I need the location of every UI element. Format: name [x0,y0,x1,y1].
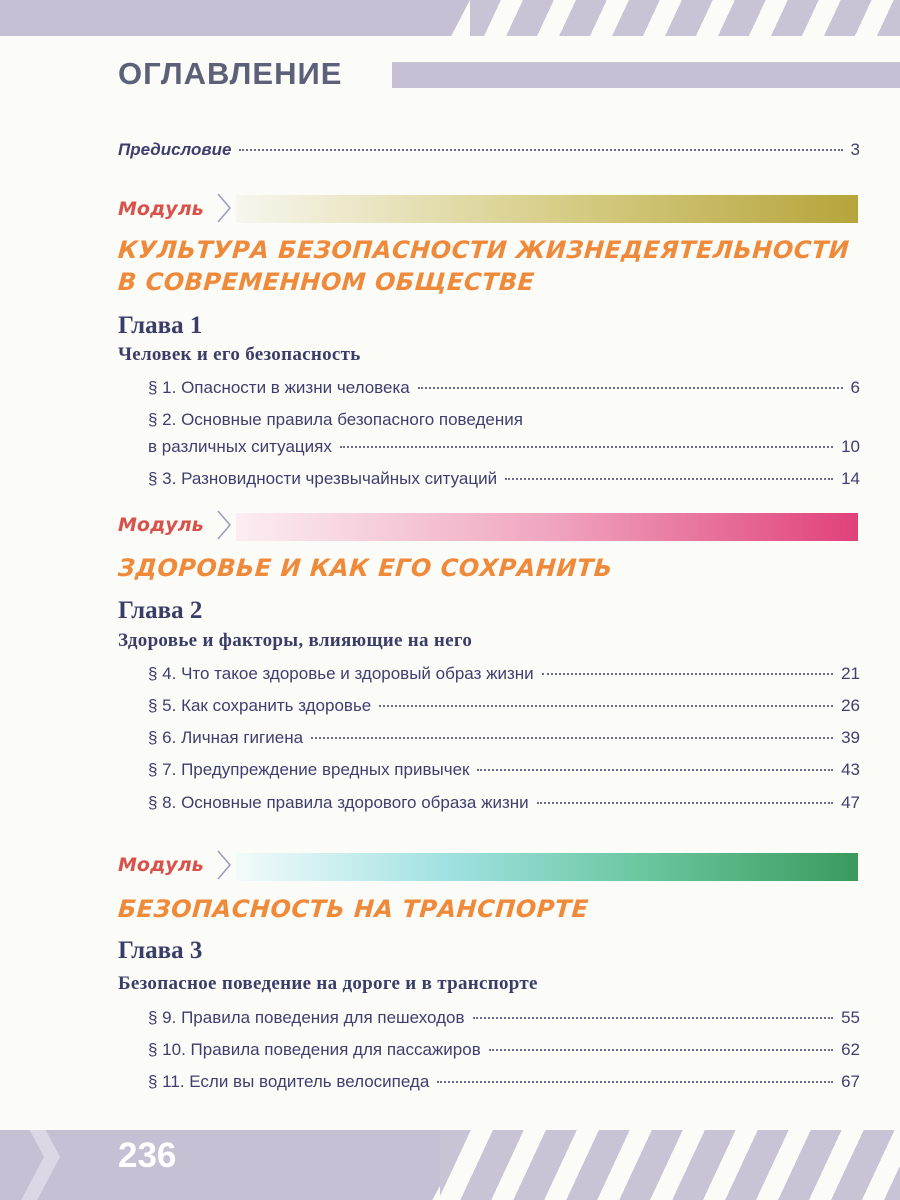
entry-label: в различных ситуациях [148,437,332,456]
dot-leader [537,802,833,804]
entry-label[interactable]: § 2. Основные правила безопасного поведения [148,410,523,429]
entry-label: § 9. Правила поведения для пешеходов [148,1008,465,1027]
entry-page: 10 [841,437,860,456]
dot-leader [473,1017,834,1019]
toc-entry[interactable] [148,728,860,752]
chevron-icon [216,850,232,880]
chapter-subtitle: Здоровье и факторы, влияющие на него [118,630,473,651]
entry-label: § 3. Разновидности чрезвычайных ситуаций [148,469,498,488]
top-decorative-bar [0,0,900,36]
toc-entry[interactable] [148,437,860,461]
toc-entry[interactable] [148,664,860,688]
entry-page: 55 [841,1008,860,1027]
entry-label: § 7. Предупреждение вредных привычек [148,760,470,779]
toc-entry[interactable] [148,1040,860,1064]
entry-label: § 6. Личная гигиена [148,728,304,747]
toc-entry-preface[interactable] [118,140,860,164]
dot-leader [505,478,833,480]
page-title: ОГЛАВЛЕНИЕ [118,56,343,91]
module-color-bar [236,513,858,541]
module-heading: ЗДОРОВЬЕ И КАК ЕГО СОХРАНИТЬ [117,554,614,582]
chapter-title: Глава 3 [118,937,203,964]
toc-entry[interactable] [148,378,860,402]
module-heading: КУЛЬТУРА БЕЗОПАСНОСТИ ЖИЗНЕДЕЯТЕЛЬНОСТИ [117,236,851,264]
toc-entry[interactable] [148,1008,860,1032]
entry-label: Предисловие [118,140,232,159]
entry-label: § 4. Что такое здоровье и здоровый образ жизни [148,664,534,683]
entry-page: 43 [841,760,860,779]
dot-leader [379,705,833,707]
toc-entry[interactable] [148,793,860,817]
chevron-icon [216,510,232,540]
dot-leader [340,446,833,448]
toc-entry[interactable] [148,760,860,784]
toc-entry[interactable] [148,1072,860,1096]
toc-entry[interactable] [148,469,860,493]
entry-page: 62 [841,1040,860,1059]
chevron-icon [216,193,232,223]
module-heading: В СОВРЕМЕННОМ ОБЩЕСТВЕ [117,268,536,296]
entry-page: 3 [850,140,860,159]
chevron-icon [20,1130,60,1200]
entry-label: § 11. Если вы водитель велосипеда [148,1072,430,1091]
dot-leader [437,1081,833,1083]
chapter-subtitle: Человек и его безопасность [118,344,361,365]
module-color-bar [236,195,858,223]
dot-leader [477,769,833,771]
module-label: Модуль [118,514,204,536]
entry-page: 14 [841,469,860,488]
module-label: Модуль [118,854,204,876]
entry-label: § 8. Основные правила здорового образа жизни [148,793,529,812]
entry-label: § 10. Правила поведения для пассажиров [148,1040,481,1059]
chapter-title: Глава 1 [118,312,203,339]
toc-entry[interactable] [148,696,860,720]
dot-leader [311,737,833,739]
entry-page: 21 [841,664,860,683]
title-decorative-bar [392,62,900,88]
dot-leader [489,1049,833,1051]
chapter-title: Глава 2 [118,597,203,624]
dot-leader [542,673,833,675]
entry-page: 67 [841,1072,860,1091]
module-label: Модуль [118,198,204,220]
page-number: 236 [118,1136,177,1175]
module-color-bar [236,853,858,881]
entry-page: 39 [841,728,860,747]
entry-label: § 1. Опасности в жизни человека [148,378,410,397]
entry-page: 47 [841,793,860,812]
dot-leader [418,387,843,389]
dot-leader [239,149,842,151]
module-heading: БЕЗОПАСНОСТЬ НА ТРАНСПОРТЕ [117,895,590,923]
entry-page: 6 [850,378,860,397]
entry-label: § 5. Как сохранить здоровье [148,696,372,715]
chapter-subtitle: Безопасное поведение на дороге и в транспорте [118,973,538,994]
entry-page: 26 [841,696,860,715]
